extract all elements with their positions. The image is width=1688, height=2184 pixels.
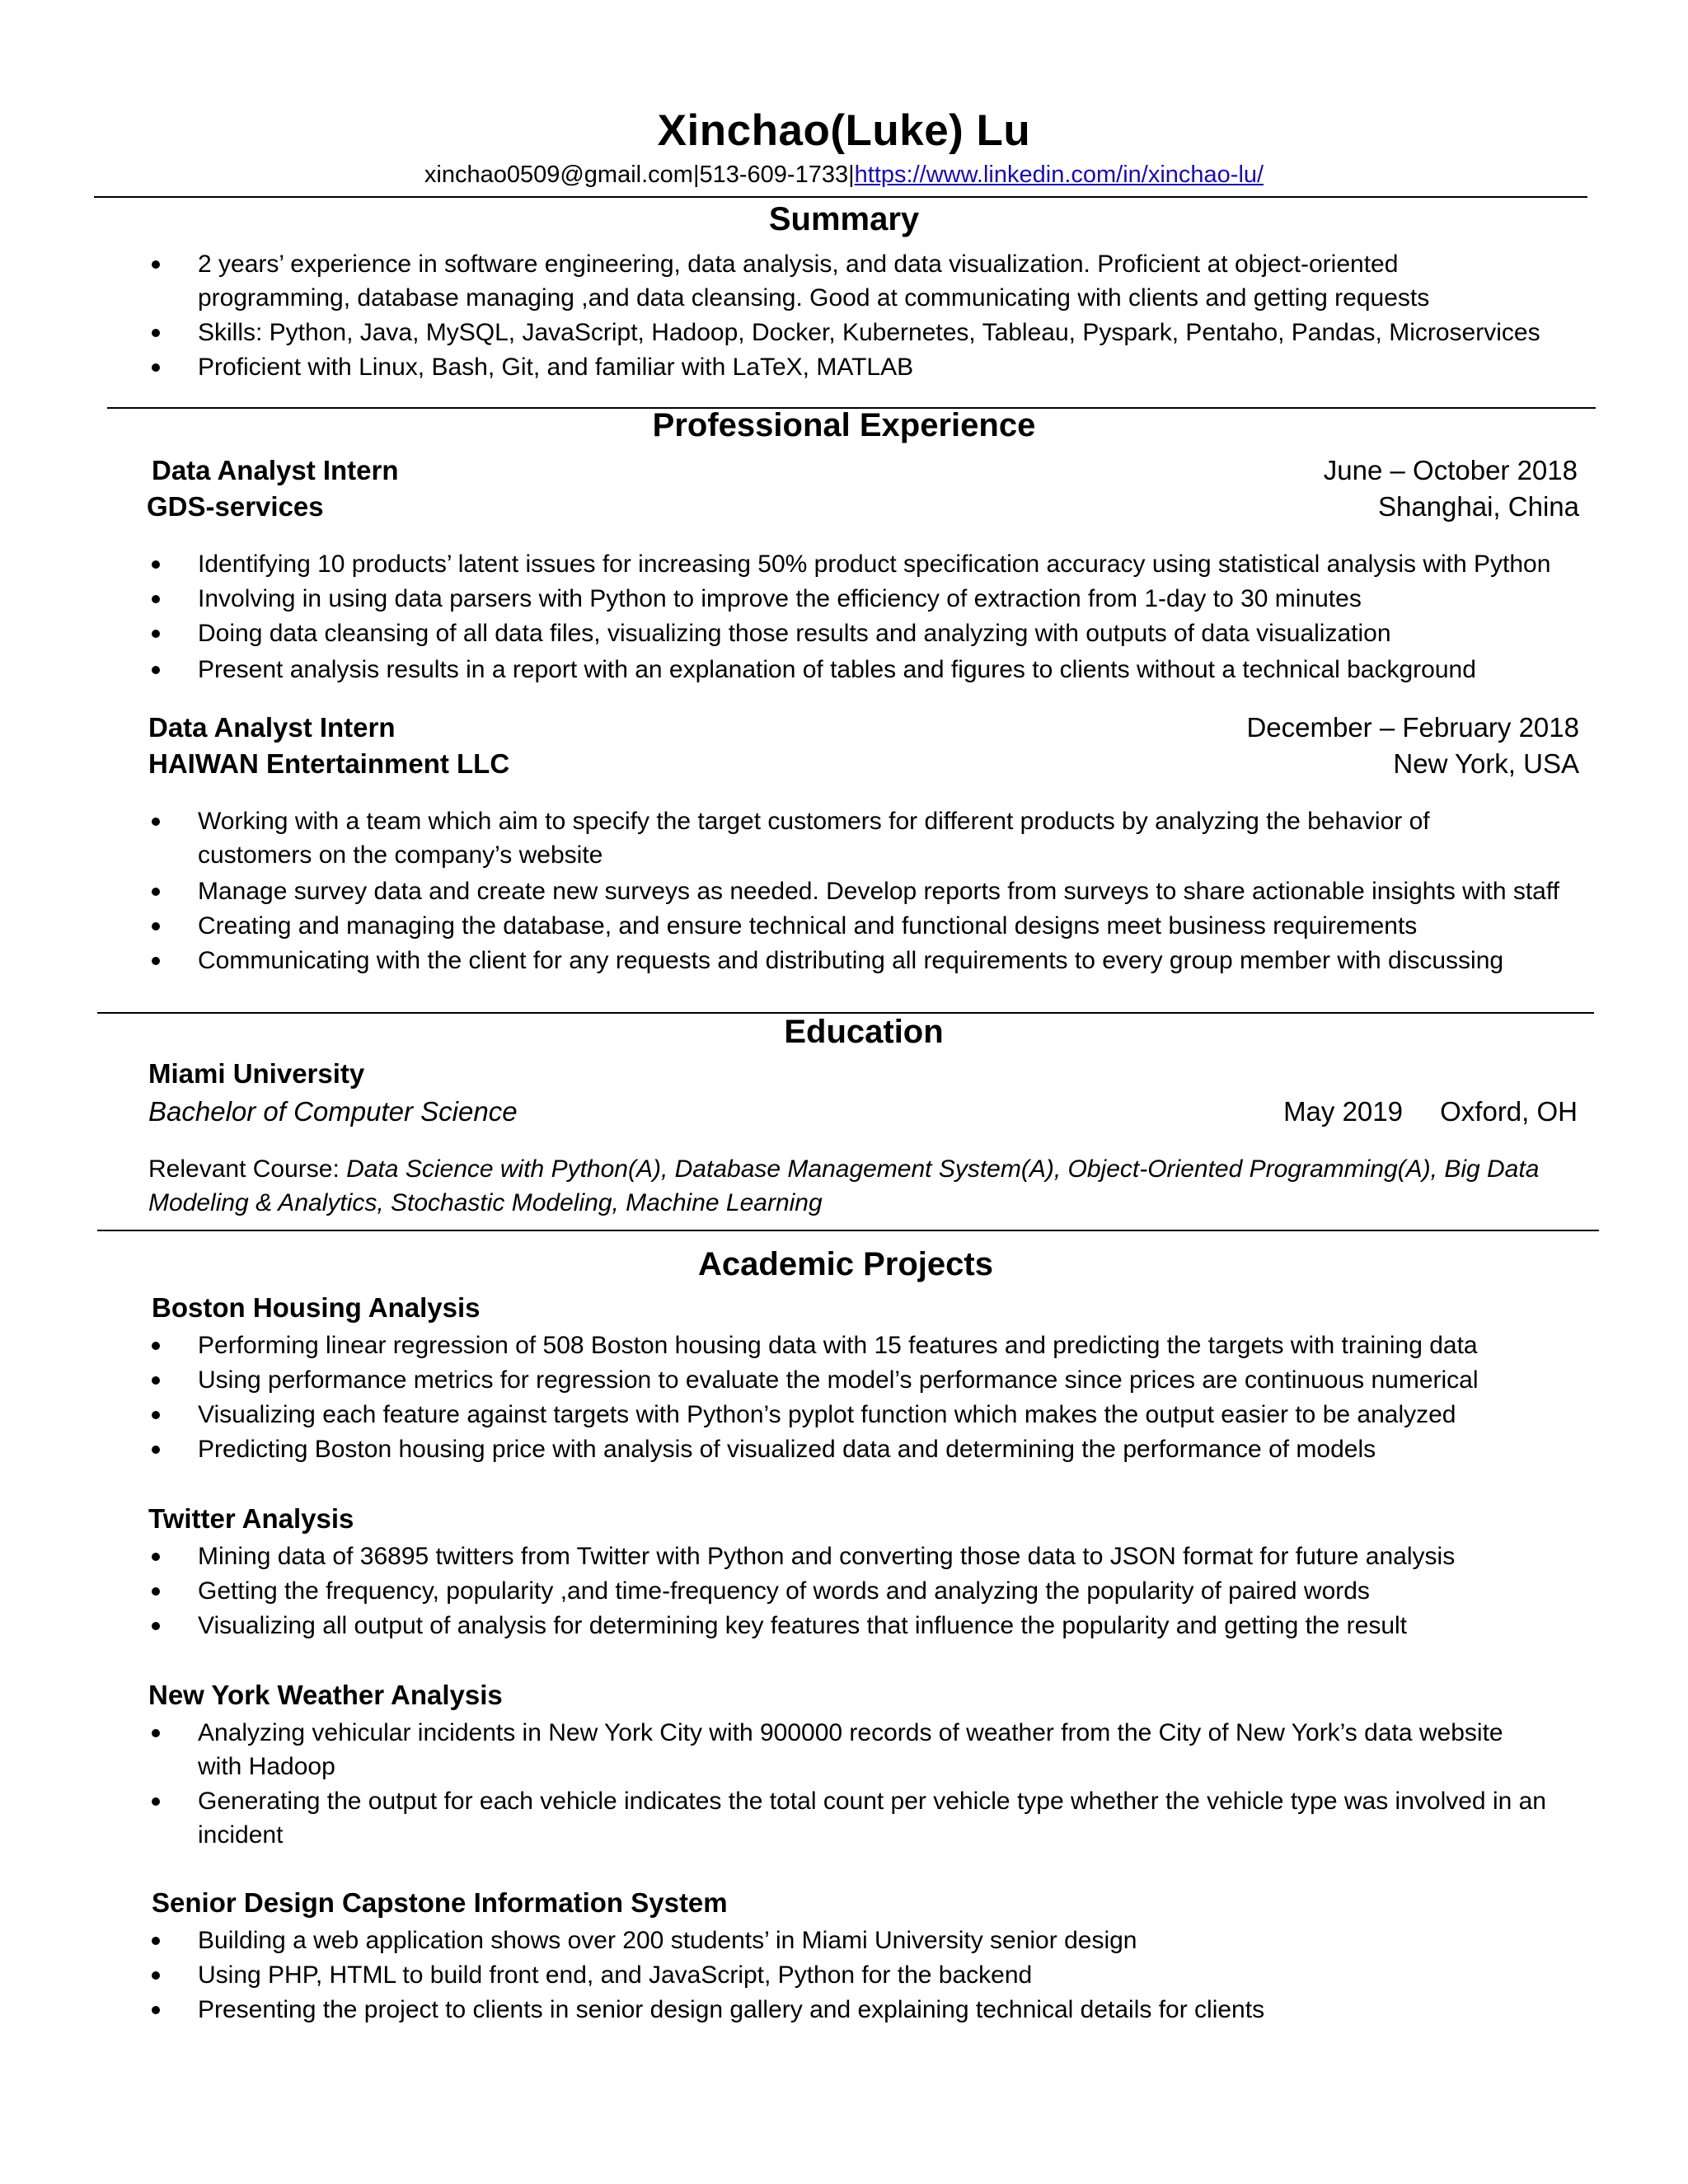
email-text: xinchao0509@gmail.com [424, 162, 693, 188]
list-item: Identifying 10 products’ latent issues for increasing 50% product specification accuracy using statistical analysis with Python [148, 547, 1599, 581]
list-item: Using PHP, HTML to build front end, and JavaScript, Python for the backend [148, 1958, 1599, 1992]
job-title: Data Analyst Intern [148, 712, 396, 743]
job-title: Data Analyst Intern [152, 455, 399, 485]
job-location: New York, USA [1393, 748, 1579, 779]
separator: | [692, 162, 700, 188]
candidate-name: Xinchao(Luke) Lu [657, 106, 1031, 155]
list-item: Presenting the project to clients in senior design gallery and explaining technical details for clients [148, 1993, 1599, 2027]
relevant-courses [148, 1152, 1574, 1220]
project-title: Boston Housing Analysis [152, 1292, 481, 1323]
school-name: Miami University [148, 1058, 365, 1089]
degree-text: Bachelor of Computer Science [148, 1096, 518, 1127]
list-item: Performing linear regression of 508 Boston housing data with 15 features and predicting the targets with training data [148, 1329, 1599, 1362]
education-divider [97, 1230, 1599, 1231]
list-item: Getting the frequency, popularity ,and time-frequency of words and analyzing the popularity of paired words [148, 1574, 1599, 1608]
list-item: Visualizing each feature against targets with Python’s pyplot function which makes the output easier to be analyzed [148, 1398, 1599, 1432]
project-title: Twitter Analysis [148, 1503, 354, 1534]
course-label: Relevant Course: [148, 1155, 347, 1183]
header-divider [94, 196, 1587, 198]
project-title: New York Weather Analysis [148, 1680, 503, 1710]
projects-heading: Academic Projects [698, 1246, 993, 1282]
list-item: Communicating with the client for any requests and distributing all requirements to every group member with discussing [148, 944, 1599, 977]
list-item: Predicting Boston housing price with analysis of visualized data and determining the performance of models [148, 1432, 1599, 1466]
project-bullets [148, 1716, 1599, 1852]
list-item: Present analysis results in a report with an explanation of tables and figures to clients without a technical background [148, 653, 1599, 687]
experience-heading: Professional Experience [652, 407, 1036, 443]
list-item: Proficient with Linux, Bash, Git, and familiar with LaTeX, MATLAB [148, 350, 1582, 384]
education-heading: Education [784, 1014, 944, 1050]
list-item: Manage survey data and create new surveys as needed. Develop reports from surveys to share actionable insights with staff [148, 874, 1599, 908]
phone-text: 513-609-1733 [699, 162, 849, 188]
list-item: Skills: Python, Java, MySQL, JavaScript, Hadoop, Docker, Kubernetes, Tableau, Pyspark, Pentaho, Pandas, Microservices [148, 316, 1582, 349]
project-bullets [148, 1924, 1599, 2027]
project-bullets [148, 1329, 1599, 1466]
graduation-date: May 2019 [1283, 1096, 1403, 1127]
project-title: Senior Design Capstone Information System [152, 1887, 728, 1918]
list-item: Involving in using data parsers with Python to improve the efficiency of extraction from 1-day to 30 minutes [148, 582, 1599, 616]
course-list: Data Science with Python(A), Database Management System(A), Object-Oriented Programming(A), Big Data Modeling & Analytics, Stochastic Modeling, Machine Learning [148, 1155, 1540, 1216]
project-bullets [148, 1540, 1599, 1643]
job-bullets [148, 547, 1599, 687]
school-location: Oxford, OH [1440, 1096, 1578, 1127]
contact-line [0, 162, 1688, 189]
company-name: GDS-services [147, 491, 324, 522]
job-location: Shanghai, China [1377, 491, 1579, 522]
summary-heading: Summary [768, 201, 920, 237]
job-dates: December – February 2018 [1246, 712, 1579, 743]
list-item: Analyzing vehicular incidents in New York City with 900000 records of weather from the City of New York’s data website with Hadoop [148, 1716, 1550, 1783]
job-bullets [148, 804, 1599, 977]
linkedin-link[interactable]: https://www.linkedin.com/in/xinchao-lu/ [854, 162, 1264, 188]
list-item: Visualizing all output of analysis for determining key features that influence the popularity and getting the result [148, 1609, 1599, 1643]
company-name: HAIWAN Entertainment LLC [148, 748, 510, 779]
list-item: Mining data of 36895 twitters from Twitter with Python and converting those data to JSON format for future analysis [148, 1540, 1599, 1573]
list-item: Generating the output for each vehicle indicates the total count per vehicle type whether the vehicle type was involved in an incident [148, 1784, 1566, 1852]
list-item: Building a web application shows over 200 students’ in Miami University senior design [148, 1924, 1599, 1957]
job-dates: June – October 2018 [1323, 455, 1578, 485]
separator: | [848, 162, 855, 188]
list-item: 2 years’ experience in software engineering, data analysis, and data visualization. Proficient at object-oriented programming, database managing ,and data cleansing. Good at communicating with clients and getting requests [148, 247, 1500, 315]
list-item: Using performance metrics for regression to evaluate the model’s performance since prices are continuous numerical [148, 1363, 1599, 1397]
list-item: Creating and managing the database, and ensure technical and functional designs meet business requirements [148, 909, 1599, 943]
summary-list [148, 247, 1582, 384]
list-item: Working with a team which aim to specify the target customers for different products by analyzing the behavior of customers on the company’s website [148, 804, 1500, 872]
list-item: Doing data cleansing of all data files, visualizing those results and analyzing with outputs of data visualization [148, 616, 1599, 650]
